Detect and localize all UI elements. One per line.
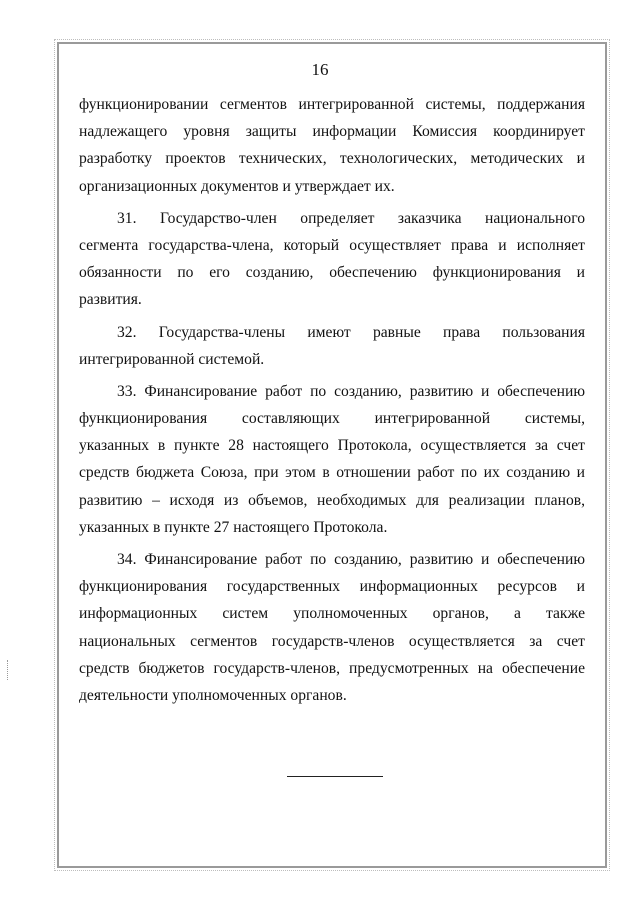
document-body xyxy=(79,91,585,709)
paragraph-34-line: 34. Финансирование работ по созданию, развитию и обеспечению xyxy=(117,551,585,568)
text-line: интегрированной системой. xyxy=(79,350,265,368)
text-line: разработку проектов технических, технологических, методических и xyxy=(79,150,585,168)
text-line: средств бюджетов государств-членов, предусмотренных на обеспечение xyxy=(79,659,585,677)
text-line: информационных систем уполномоченных органов, а также xyxy=(79,605,585,623)
text-line: сегмента государства-члена, который осуществляет права и исполняет xyxy=(79,236,585,254)
page-number: 16 xyxy=(311,60,329,79)
text-line: функционирования государственных информационных ресурсов и xyxy=(79,578,585,596)
text-line: организационных документов и утверждает их. xyxy=(79,177,395,195)
text-line: указанных в пункте 28 настоящего Протокола, осуществляется за счет xyxy=(79,437,585,455)
paragraph-31-line: 31. Государство-член определяет заказчика национального xyxy=(117,209,585,227)
text-line: функционировании сегментов интегрированной системы, поддержания xyxy=(79,96,585,113)
scan-margin-mark xyxy=(7,660,9,680)
text-line: обязанности по его созданию, обеспечению функционирования и xyxy=(79,264,585,282)
paragraph-33-line: 33. Финансирование работ по созданию, развитию и обеспечению xyxy=(117,382,585,400)
text-line: национальных сегментов государств-членов осуществляется за счет xyxy=(79,632,585,650)
text-line: развития. xyxy=(79,291,142,309)
text-line: функционирования составляющих интегрированной системы, xyxy=(79,410,585,428)
end-of-document-rule xyxy=(287,776,383,777)
text-line: развитию – исходя из объемов, необходимых для реализации планов, xyxy=(79,491,585,509)
text-line: деятельности уполномоченных органов. xyxy=(79,686,347,704)
text-line: указанных в пункте 27 настоящего Протокола. xyxy=(79,518,388,536)
paragraph-32-line: 32. Государства-члены имеют равные права пользования xyxy=(117,323,585,341)
text-line: надлежащего уровня защиты информации Комиссия координирует xyxy=(79,123,585,141)
text-line: средств бюджета Союза, при этом в отношении работ по их созданию и xyxy=(79,464,585,482)
